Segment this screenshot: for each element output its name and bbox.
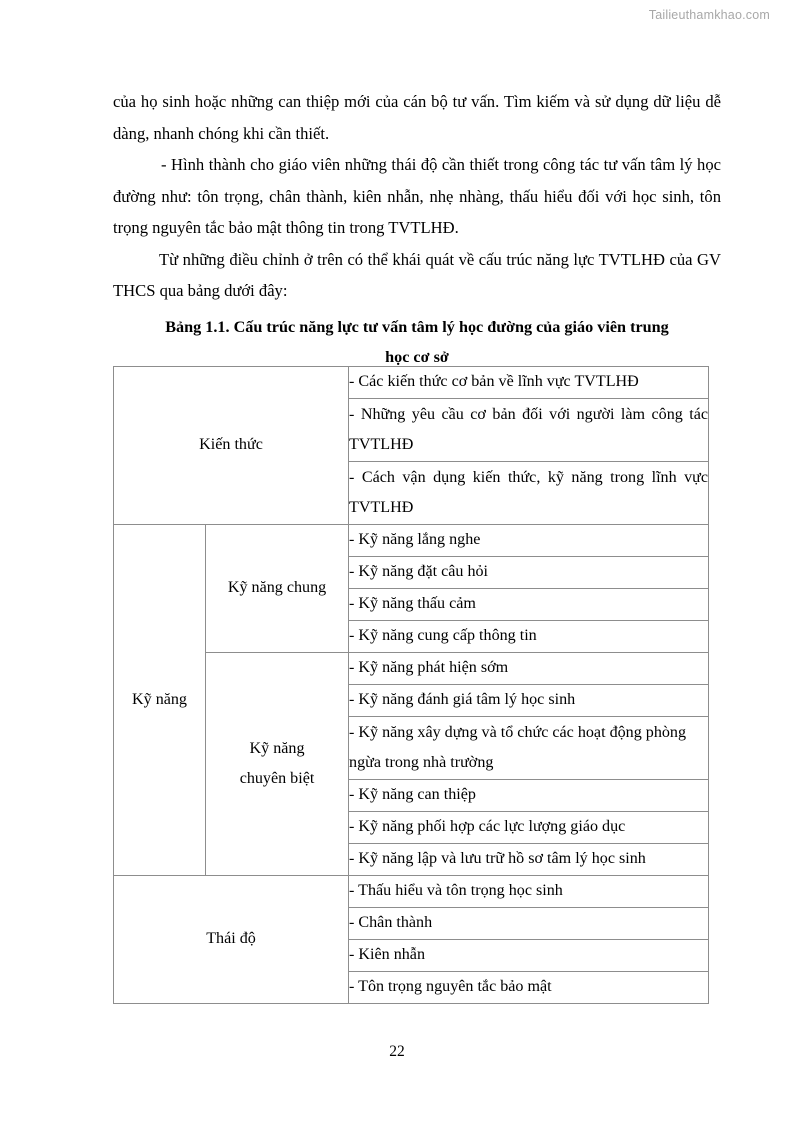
page-number: 22 <box>389 1043 405 1060</box>
item-cell: - Chân thành <box>349 908 709 940</box>
item-cell: - Kiên nhẫn <box>349 940 709 972</box>
table-row <box>114 367 709 399</box>
item-cell: - Những yêu cầu cơ bản đối với người làm công tác TVTLHĐ <box>349 399 709 462</box>
paragraph-1: của họ sinh hoặc những can thiệp mới của cán bộ tư vấn. Tìm kiếm và sử dụng dữ liệu dễ dàng, nhanh chóng khi cần thiết. <box>113 92 721 143</box>
table-caption <box>113 312 721 372</box>
table-caption-line-1: Bảng 1.1. Cấu trúc năng lực tư vấn tâm lý học đường của giáo viên trung <box>165 317 669 336</box>
category-cell-skills: Kỹ năng <box>114 525 206 876</box>
competency-structure-table <box>113 366 709 1004</box>
table-row <box>114 876 709 908</box>
item-cell: - Kỹ năng đặt câu hỏi <box>349 557 709 589</box>
item-cell: - Kỹ năng lắng nghe <box>349 525 709 557</box>
item-cell: - Tôn trọng nguyên tắc bảo mật <box>349 972 709 1004</box>
table-caption-line-2: học cơ sở <box>385 347 449 366</box>
item-cell: - Kỹ năng can thiệp <box>349 780 709 812</box>
subcategory-line-1: Kỹ năng <box>249 739 305 757</box>
item-cell: - Kỹ năng xây dựng và tổ chức các hoạt động phòng ngừa trong nhà trường <box>349 717 709 780</box>
item-cell: - Kỹ năng lập và lưu trữ hồ sơ tâm lý học sinh <box>349 844 709 876</box>
watermark-label: Tailieuthamkhao.com <box>648 8 770 22</box>
item-cell: - Thấu hiểu và tôn trọng học sinh <box>349 876 709 908</box>
category-cell-attitude: Thái độ <box>114 876 349 1004</box>
item-cell: - Kỹ năng đánh giá tâm lý học sinh <box>349 685 709 717</box>
subcategory-cell-specialized-skills <box>206 653 349 876</box>
paragraph-2: - Hình thành cho giáo viên những thái độ cần thiết trong công tác tư vấn tâm lý học đường như: tôn trọng, chân thành, kiên nhẫn, nhẹ nhàng, thấu hiểu đối với học sinh, tôn trọng nguyên tắc bảo mật thông tin trong TVTLHĐ. <box>113 155 721 237</box>
item-cell: - Cách vận dụng kiến thức, kỹ năng trong lĩnh vực TVTLHĐ <box>349 462 709 525</box>
document-body <box>113 86 721 372</box>
subcategory-line-2: chuyên biệt <box>239 770 315 787</box>
item-cell: - Kỹ năng thấu cảm <box>349 589 709 621</box>
table-row <box>114 525 709 557</box>
category-cell-knowledge: Kiến thức <box>114 367 349 525</box>
item-cell: - Kỹ năng phát hiện sớm <box>349 653 709 685</box>
competency-structure-table-wrapper <box>113 366 708 1004</box>
item-cell: - Kỹ năng phối hợp các lực lượng giáo dục <box>349 812 709 844</box>
subcategory-cell-general-skills: Kỹ năng chung <box>206 525 349 653</box>
item-cell: - Kỹ năng cung cấp thông tin <box>349 621 709 653</box>
item-cell: - Các kiến thức cơ bản về lĩnh vực TVTLHĐ <box>349 367 709 399</box>
paragraph-3: Từ những điều chỉnh ở trên có thể khái quát về cấu trúc năng lực TVTLHĐ của GV THCS qua bảng dưới đây: <box>113 249 721 300</box>
